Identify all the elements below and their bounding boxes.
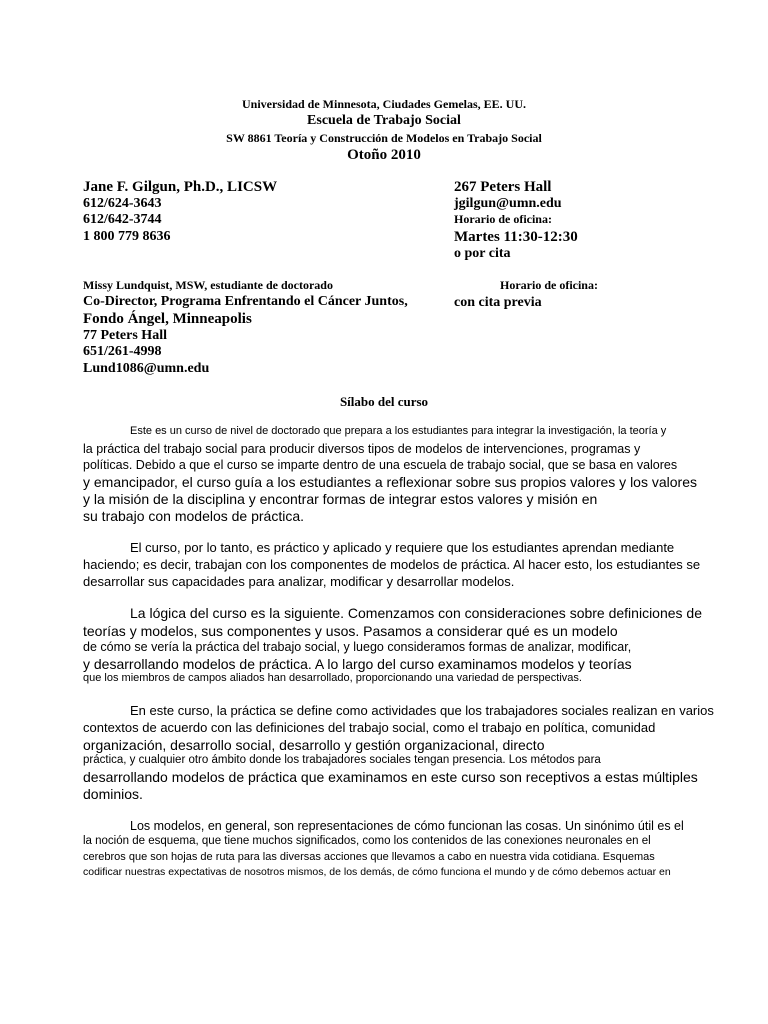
paragraph-line: En este curso, la práctica se define como actividades que los trabajadores sociales realizan en varios bbox=[130, 703, 714, 718]
paragraph-line: desarrollando modelos de práctica que examinamos en este curso son receptivos a estas múltiples bbox=[83, 769, 698, 785]
paragraph-line: práctica, y cualquier otro ámbito donde los trabajadores sociales tengan presencia. Los métodos para bbox=[83, 754, 601, 766]
paragraph-line: Los modelos, en general, son representaciones de cómo funcionan las cosas. Un sinónimo útil es el bbox=[130, 819, 684, 833]
paragraph-line: organización, desarrollo social, desarrollo y gestión organizacional, directo bbox=[83, 737, 545, 753]
paragraph-line: El curso, por lo tanto, es práctico y aplicado y requiere que los estudiantes aprendan mediante bbox=[130, 540, 675, 555]
instructor-phone-1: 612/624-3643 bbox=[83, 196, 162, 211]
paragraph-line: su trabajo con modelos de práctica. bbox=[83, 508, 305, 524]
university-name: Universidad de Minnesota, Ciudades Gemelas, EE. UU. bbox=[241, 97, 527, 111]
term: Otoño 2010 bbox=[347, 147, 421, 163]
course-title: SW 8861 Teoría y Construcción de Modelos en Trabajo Social bbox=[226, 131, 542, 145]
paragraph-line: de cómo se vería la práctica del trabajo social, y luego consideramos formas de analizar, modificar, bbox=[83, 640, 632, 654]
paragraph-line: y desarrollando modelos de práctica. A lo largo del curso examinamos modelos y teorías bbox=[83, 656, 632, 672]
instructor-phone-3: 1 800 779 8636 bbox=[83, 229, 171, 244]
assistant-title: Missy Lundquist, MSW, estudiante de doctorado bbox=[83, 278, 333, 292]
assistant-phone: 651/261-4998 bbox=[83, 344, 162, 359]
paragraph-line: políticas. Debido a que el curso se imparte dentro de una escuela de trabajo social, que se basa en valores bbox=[83, 458, 678, 472]
instructor-hours-alt: o por cita bbox=[454, 246, 511, 261]
paragraph-line: y emancipador, el curso guía a los estudiantes a reflexionar sobre sus propios valores y los valores bbox=[83, 474, 697, 490]
assistant-email[interactable]: Lund1086@umn.edu bbox=[83, 361, 210, 376]
paragraph-line: cerebros que son hojas de ruta para las diversas acciones que llevamos a cabo en nuestra vida cotidiana. Esquemas bbox=[83, 851, 655, 863]
instructor-hours: Martes 11:30-12:30 bbox=[454, 229, 578, 245]
assistant-org: Fondo Ángel, Minneapolis bbox=[83, 311, 252, 327]
paragraph-line: desarrollar sus capacidades para analizar, modificar y desarrollar modelos. bbox=[83, 574, 515, 589]
paragraph-line: contextos de acuerdo con las definiciones del trabajo social, como el trabajo en política, comunidad bbox=[83, 720, 656, 735]
paragraph-line: que los miembros de campos aliados han desarrollado, proporcionando una variedad de perspectivas. bbox=[83, 672, 582, 684]
paragraph-line: dominios. bbox=[83, 786, 143, 802]
assistant-role: Co-Director, Programa Enfrentando el Cáncer Juntos, bbox=[83, 294, 408, 309]
paragraph-line: la noción de esquema, que tiene muchos significados, como los contenidos de las conexiones neuronales en el bbox=[83, 835, 651, 847]
instructor-hours-label: Horario de oficina: bbox=[454, 212, 552, 226]
instructor-office: 267 Peters Hall bbox=[454, 179, 552, 195]
paragraph-line: codificar nuestras expectativas de nosotros mismos, de los demás, de cómo funciona el mundo y de cómo debemos actuar en bbox=[83, 866, 671, 878]
assistant-hours: con cita previa bbox=[454, 295, 542, 310]
instructor-phone-2: 612/642-3744 bbox=[83, 212, 162, 227]
paragraph-line: La lógica del curso es la siguiente. Comenzamos con consideraciones sobre definiciones de bbox=[130, 605, 702, 621]
assistant-office: 77 Peters Hall bbox=[83, 328, 167, 343]
paragraph-line: y la misión de la disciplina y encontrar formas de integrar estos valores y misión en bbox=[83, 491, 598, 507]
paragraph-line: Este es un curso de nivel de doctorado que prepara a los estudiantes para integrar la investigación, la teoría y bbox=[130, 425, 667, 437]
assistant-hours-label: Horario de oficina: bbox=[500, 278, 598, 292]
syllabus-title: Sílabo del curso bbox=[339, 394, 429, 409]
school-name: Escuela de Trabajo Social bbox=[307, 113, 461, 128]
instructor-name: Jane F. Gilgun, Ph.D., LICSW bbox=[83, 179, 278, 195]
paragraph-line: teorías y modelos, sus componentes y usos. Pasamos a considerar qué es un modelo bbox=[83, 623, 618, 639]
instructor-email[interactable]: jgilgun@umn.edu bbox=[454, 196, 562, 211]
paragraph-line: haciendo; es decir, trabajan con los componentes de modelos de práctica. Al hacer esto, los estudiantes se bbox=[83, 557, 701, 572]
paragraph-line: la práctica del trabajo social para producir diversos tipos de modelos de intervenciones, programas y bbox=[83, 442, 641, 456]
